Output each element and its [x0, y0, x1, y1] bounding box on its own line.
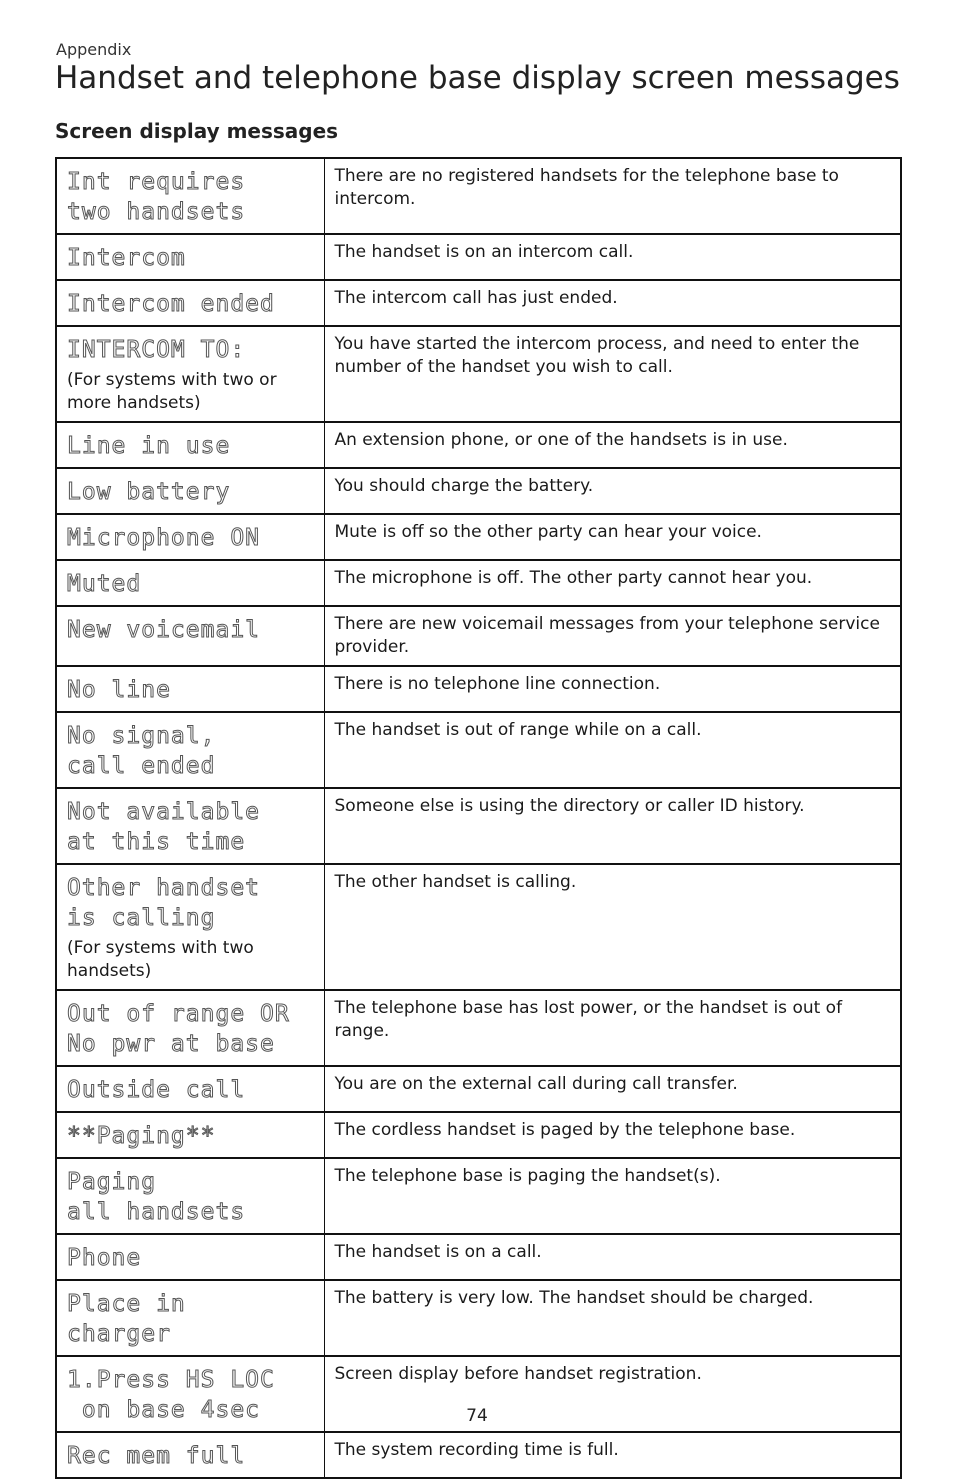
- lcd-line: Microphone ON: [67, 525, 261, 551]
- table-row: [56, 990, 901, 1066]
- description-cell: [324, 514, 901, 560]
- lcd-line: Intercom ended: [67, 291, 275, 317]
- lcd-message: [67, 873, 314, 933]
- lcd-message: [67, 243, 314, 273]
- lcd-message: [67, 477, 314, 507]
- message-cell: [56, 514, 324, 560]
- section-label: Appendix: [56, 40, 132, 59]
- message-cell: [56, 864, 324, 990]
- message-cell: [56, 606, 324, 666]
- description-cell: [324, 1112, 901, 1158]
- message-cell: [56, 1432, 324, 1478]
- message-description: There are new voicemail messages from your telephone service provider.: [334, 614, 880, 657]
- description-cell: [324, 788, 901, 864]
- table-row: [56, 1280, 901, 1356]
- lcd-line: Phone: [67, 1245, 142, 1271]
- lcd-line: Line in use: [67, 433, 231, 459]
- lcd-line: INTERCOM TO:: [67, 337, 246, 363]
- message-description: The other handset is calling.: [334, 872, 577, 892]
- lcd-line: Int requires: [67, 169, 246, 195]
- table-row: [56, 326, 901, 422]
- message-cell: [56, 1066, 324, 1112]
- lcd-line: Place in: [67, 1291, 186, 1317]
- description-cell: [324, 864, 901, 990]
- description-cell: [324, 234, 901, 280]
- lcd-line: Out of range OR: [67, 1001, 290, 1027]
- message-cell: [56, 234, 324, 280]
- message-description: The telephone base has lost power, or the handset is out of range.: [334, 998, 843, 1041]
- message-cell: [56, 1280, 324, 1356]
- description-cell: [324, 990, 901, 1066]
- lcd-line: is calling: [67, 905, 216, 931]
- table-row: [56, 560, 901, 606]
- table-row: [56, 666, 901, 712]
- description-cell: [324, 158, 901, 234]
- lcd-line: Outside call: [67, 1077, 246, 1103]
- message-note: (For systems with two or more handsets): [67, 370, 277, 413]
- message-cell: [56, 158, 324, 234]
- lcd-line: No line: [67, 677, 171, 703]
- screen-messages-table: [55, 157, 902, 1479]
- table-body: [56, 158, 901, 1478]
- table-row: [56, 1234, 901, 1280]
- lcd-line: No signal,: [67, 723, 216, 749]
- description-cell: [324, 326, 901, 422]
- message-description: The handset is on a call.: [334, 1242, 542, 1262]
- table-row: [56, 864, 901, 990]
- description-cell: [324, 560, 901, 606]
- table-row: [56, 422, 901, 468]
- table-row: [56, 1432, 901, 1478]
- lcd-line: Not available: [67, 799, 261, 825]
- lcd-line: call ended: [67, 753, 216, 779]
- description-cell: [324, 712, 901, 788]
- lcd-message: [67, 569, 314, 599]
- table-row: [56, 234, 901, 280]
- table-row: [56, 1066, 901, 1112]
- lcd-line: two handsets: [67, 199, 246, 225]
- description-cell: [324, 422, 901, 468]
- table-row: [56, 158, 901, 234]
- table-row: [56, 1112, 901, 1158]
- table-row: [56, 280, 901, 326]
- lcd-message: [67, 721, 314, 781]
- description-cell: [324, 1280, 901, 1356]
- message-cell: [56, 1234, 324, 1280]
- message-description: An extension phone, or one of the handsets is in use.: [334, 430, 788, 450]
- lcd-message: [67, 1075, 314, 1105]
- message-cell: [56, 990, 324, 1066]
- table-row: [56, 514, 901, 560]
- lcd-message: [67, 431, 314, 461]
- lcd-line: charger: [67, 1321, 171, 1347]
- lcd-line: Paging: [67, 1169, 157, 1195]
- table-row: [56, 1158, 901, 1234]
- message-cell: [56, 666, 324, 712]
- lcd-message: [67, 1121, 314, 1151]
- lcd-line: at this time: [67, 829, 246, 855]
- lcd-line: Other handset: [67, 875, 261, 901]
- message-description: The system recording time is full.: [334, 1440, 619, 1460]
- lcd-message: [67, 675, 314, 705]
- page-number: 74: [466, 1406, 488, 1426]
- lcd-message: [67, 1167, 314, 1227]
- description-cell: [324, 1158, 901, 1234]
- lcd-message: [67, 335, 314, 365]
- message-cell: [56, 712, 324, 788]
- lcd-line: Intercom: [67, 245, 186, 271]
- page-title: Handset and telephone base display screen messages: [55, 60, 900, 96]
- table-row: [56, 606, 901, 666]
- message-cell: [56, 422, 324, 468]
- lcd-message: [67, 797, 314, 857]
- description-cell: [324, 468, 901, 514]
- message-description: Someone else is using the directory or caller ID history.: [334, 796, 805, 816]
- description-cell: [324, 1432, 901, 1478]
- lcd-line: New voicemail: [67, 617, 261, 643]
- message-cell: [56, 280, 324, 326]
- message-description: There are no registered handsets for the telephone base to intercom.: [334, 166, 839, 209]
- message-cell: [56, 788, 324, 864]
- description-cell: [324, 1234, 901, 1280]
- lcd-line: Rec mem full: [67, 1443, 246, 1469]
- lcd-message: [67, 289, 314, 319]
- lcd-message: [67, 1289, 314, 1349]
- message-cell: [56, 1158, 324, 1234]
- message-cell: [56, 560, 324, 606]
- lcd-line: on base 4sec: [67, 1397, 261, 1423]
- message-description: The handset is out of range while on a call.: [334, 720, 702, 740]
- message-description: Screen display before handset registration.: [334, 1364, 702, 1384]
- description-cell: [324, 666, 901, 712]
- message-description: The handset is on an intercom call.: [334, 242, 634, 262]
- lcd-line: all handsets: [67, 1199, 246, 1225]
- description-cell: [324, 280, 901, 326]
- message-description: You have started the intercom process, and need to enter the number of the handset you wish to call.: [334, 334, 860, 377]
- lcd-message: [67, 999, 314, 1059]
- lcd-message: [67, 167, 314, 227]
- table-row: [56, 712, 901, 788]
- message-description: Mute is off so the other party can hear your voice.: [334, 522, 762, 542]
- lcd-message: [67, 523, 314, 553]
- table-row: [56, 468, 901, 514]
- message-description: You are on the external call during call transfer.: [334, 1074, 738, 1094]
- message-description: The intercom call has just ended.: [334, 288, 618, 308]
- lcd-message: [67, 1441, 314, 1471]
- message-description: There is no telephone line connection.: [334, 674, 661, 694]
- message-note: (For systems with two handsets): [67, 938, 254, 981]
- description-cell: [324, 1066, 901, 1112]
- message-description: You should charge the battery.: [334, 476, 594, 496]
- lcd-line: **Paging**: [67, 1123, 216, 1149]
- message-description: The microphone is off. The other party cannot hear you.: [334, 568, 813, 588]
- description-cell: [324, 606, 901, 666]
- lcd-line: Muted: [67, 571, 142, 597]
- table-row: [56, 788, 901, 864]
- message-description: The battery is very low. The handset should be charged.: [334, 1288, 814, 1308]
- lcd-line: 1.Press HS LOC: [67, 1367, 275, 1393]
- message-description: The telephone base is paging the handset(s).: [334, 1166, 721, 1186]
- message-description: The cordless handset is paged by the telephone base.: [334, 1120, 796, 1140]
- section-subtitle: Screen display messages: [55, 119, 339, 143]
- lcd-line: No pwr at base: [67, 1031, 275, 1057]
- message-cell: [56, 468, 324, 514]
- lcd-message: [67, 615, 314, 645]
- message-cell: [56, 1112, 324, 1158]
- message-cell: [56, 326, 324, 422]
- lcd-message: [67, 1243, 314, 1273]
- lcd-line: Low battery: [67, 479, 231, 505]
